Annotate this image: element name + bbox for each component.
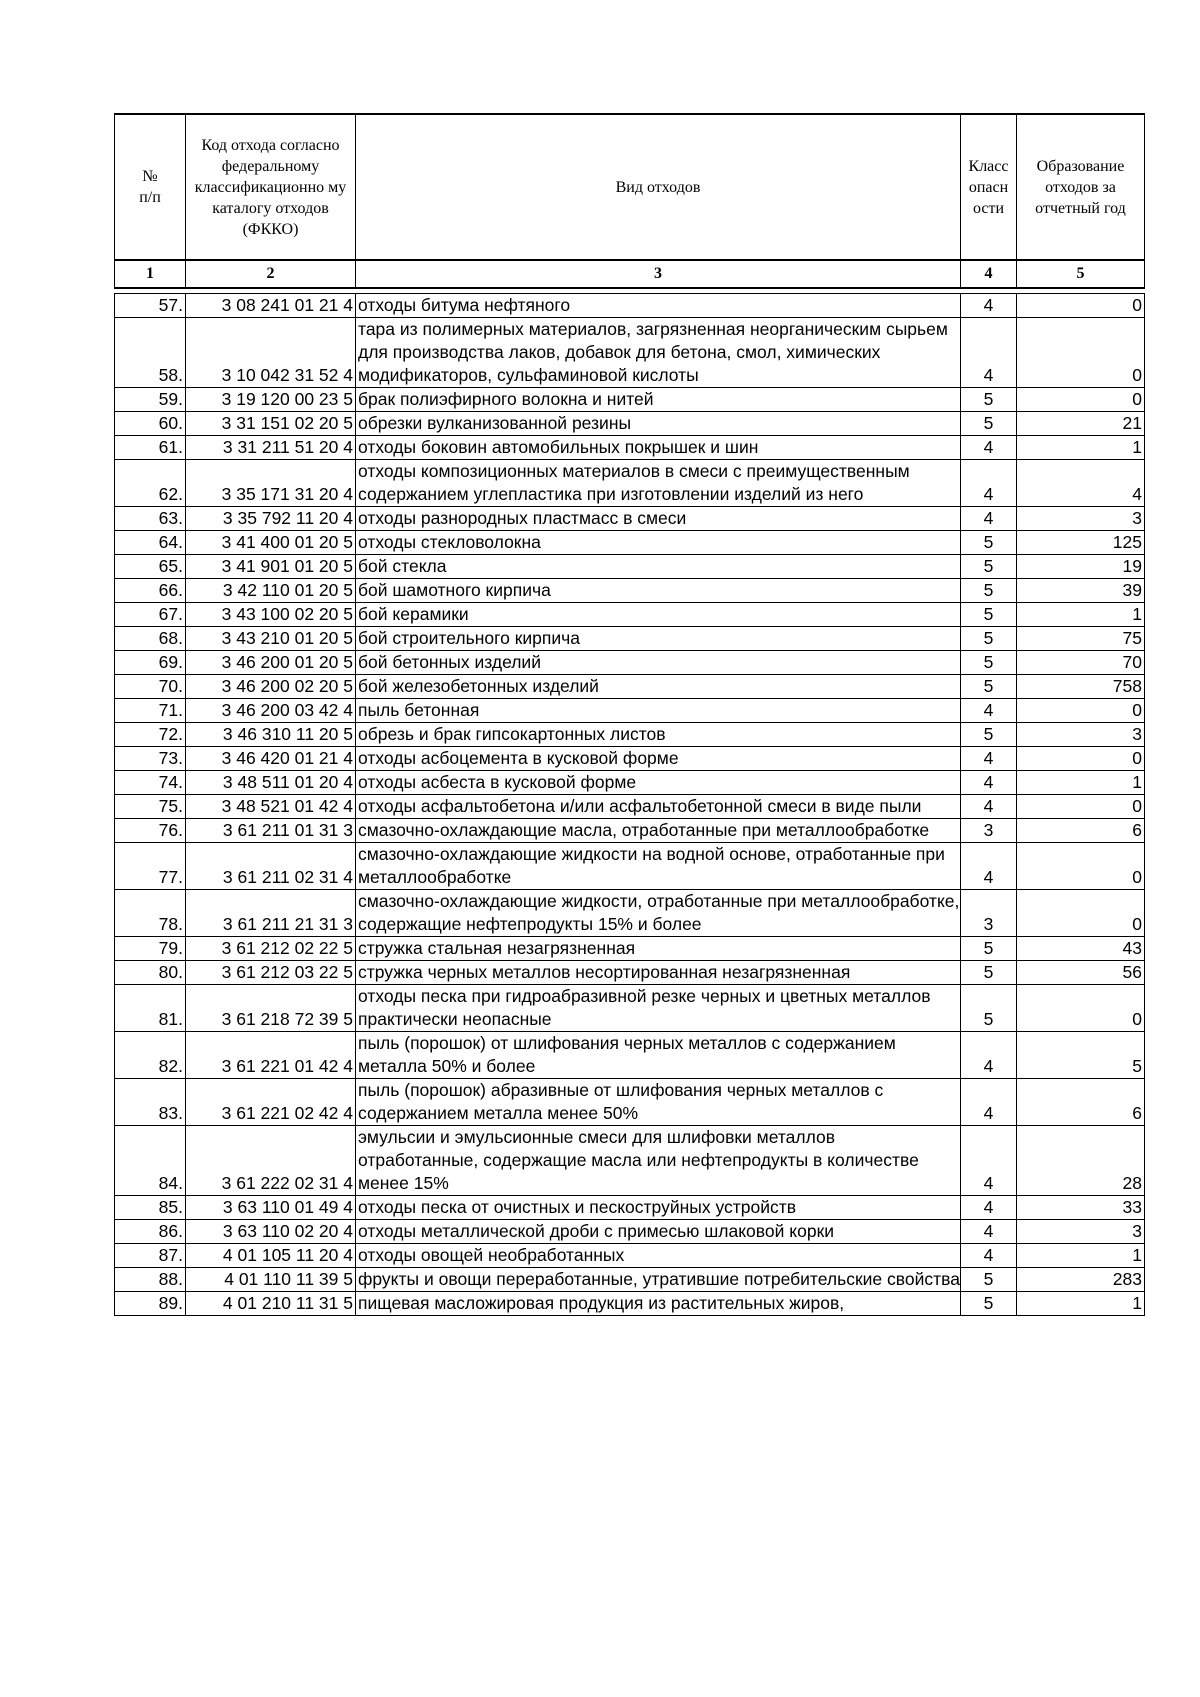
waste-code: 4 01 210 11 31 5	[186, 1292, 356, 1316]
hazard-class: 3	[961, 819, 1017, 843]
waste-kind: бой строительного кирпича	[356, 627, 961, 651]
waste-kind: отходы асбеста в кусковой форме	[356, 771, 961, 795]
row-number: 65.	[115, 555, 186, 579]
table-row	[115, 507, 1145, 531]
waste-kind: отходы битума нефтяного	[356, 294, 961, 318]
generation-amount: 125	[1017, 531, 1145, 555]
waste-kind: отходы песка при гидроабразивной резке черных и цветных металлов практически неопасные	[356, 985, 961, 1032]
generation-amount: 1	[1017, 603, 1145, 627]
hazard-class: 4	[961, 699, 1017, 723]
column-number: 1	[115, 260, 186, 288]
table-row	[115, 1268, 1145, 1292]
table-row	[115, 961, 1145, 985]
header-waste-kind: Вид отходов	[356, 114, 961, 260]
generation-amount: 0	[1017, 795, 1145, 819]
generation-amount: 758	[1017, 675, 1145, 699]
hazard-class: 4	[961, 1220, 1017, 1244]
row-number: 58.	[115, 318, 186, 388]
hazard-class: 5	[961, 961, 1017, 985]
row-number: 66.	[115, 579, 186, 603]
generation-amount: 39	[1017, 579, 1145, 603]
waste-code: 3 61 211 21 31 3	[186, 890, 356, 937]
row-number: 75.	[115, 795, 186, 819]
row-number: 72.	[115, 723, 186, 747]
hazard-class: 4	[961, 460, 1017, 507]
table-row	[115, 294, 1145, 318]
waste-code: 3 46 200 02 20 5	[186, 675, 356, 699]
waste-kind: бой керамики	[356, 603, 961, 627]
row-number: 61.	[115, 436, 186, 460]
waste-code: 3 61 211 01 31 3	[186, 819, 356, 843]
waste-code: 3 46 200 01 20 5	[186, 651, 356, 675]
generation-amount: 0	[1017, 843, 1145, 890]
generation-amount: 5	[1017, 1032, 1145, 1079]
row-number: 60.	[115, 412, 186, 436]
waste-code: 3 46 420 01 21 4	[186, 747, 356, 771]
waste-kind: эмульсии и эмульсионные смеси для шлифовки металлов отработанные, содержащие масла или нефтепродукты в количестве менее 15%	[356, 1126, 961, 1196]
waste-code: 3 46 200 03 42 4	[186, 699, 356, 723]
waste-code: 3 41 901 01 20 5	[186, 555, 356, 579]
row-number: 88.	[115, 1268, 186, 1292]
header-row-number: № п/п	[115, 114, 186, 260]
table-row	[115, 603, 1145, 627]
row-number: 73.	[115, 747, 186, 771]
table-row	[115, 890, 1145, 937]
table-row	[115, 795, 1145, 819]
hazard-class: 4	[961, 1126, 1017, 1196]
hazard-class: 4	[961, 1196, 1017, 1220]
waste-kind: отходы разнородных пластмасс в смеси	[356, 507, 961, 531]
row-number: 64.	[115, 531, 186, 555]
table-row	[115, 1079, 1145, 1126]
hazard-class: 5	[961, 1292, 1017, 1316]
hazard-class: 5	[961, 985, 1017, 1032]
hazard-class: 4	[961, 294, 1017, 318]
waste-code: 3 10 042 31 52 4	[186, 318, 356, 388]
table-row	[115, 388, 1145, 412]
waste-code: 3 43 210 01 20 5	[186, 627, 356, 651]
hazard-class: 4	[961, 1079, 1017, 1126]
table-row	[115, 747, 1145, 771]
waste-kind: обрезь и брак гипсокартонных листов	[356, 723, 961, 747]
waste-kind: отходы композиционных материалов в смеси с преимущественным содержанием углепластика при изготовлении изделий из него	[356, 460, 961, 507]
hazard-class: 5	[961, 388, 1017, 412]
waste-kind: пыль бетонная	[356, 699, 961, 723]
waste-code: 3 61 212 02 22 5	[186, 937, 356, 961]
generation-amount: 3	[1017, 723, 1145, 747]
waste-kind: бой железобетонных изделий	[356, 675, 961, 699]
waste-code: 3 35 171 31 20 4	[186, 460, 356, 507]
generation-amount: 0	[1017, 388, 1145, 412]
generation-amount: 43	[1017, 937, 1145, 961]
generation-amount: 1	[1017, 771, 1145, 795]
generation-amount: 33	[1017, 1196, 1145, 1220]
hazard-class: 5	[961, 555, 1017, 579]
table-row	[115, 1196, 1145, 1220]
header-generation-amount: Образование отходов за отчетный год	[1017, 114, 1145, 260]
waste-kind: смазочно-охлаждающие жидкости, отработанные при металлообработке, содержащие нефтепродукты 15% и более	[356, 890, 961, 937]
table-row	[115, 843, 1145, 890]
hazard-class: 5	[961, 1268, 1017, 1292]
hazard-class: 5	[961, 675, 1017, 699]
header-hazard-class: Класс опасн ости	[961, 114, 1017, 260]
waste-code: 3 61 222 02 31 4	[186, 1126, 356, 1196]
hazard-class: 4	[961, 507, 1017, 531]
waste-code: 3 41 400 01 20 5	[186, 531, 356, 555]
row-number: 62.	[115, 460, 186, 507]
hazard-class: 4	[961, 436, 1017, 460]
waste-kind: отходы боковин автомобильных покрышек и шин	[356, 436, 961, 460]
generation-amount: 0	[1017, 985, 1145, 1032]
waste-code: 3 61 221 01 42 4	[186, 1032, 356, 1079]
waste-code: 4 01 105 11 20 4	[186, 1244, 356, 1268]
waste-kind: брак полиэфирного волокна и нитей	[356, 388, 961, 412]
generation-amount: 0	[1017, 294, 1145, 318]
row-number: 81.	[115, 985, 186, 1032]
hazard-class: 5	[961, 937, 1017, 961]
header-waste-code: Код отхода согласно федеральному классификационно му каталогу отходов (ФККО)	[186, 114, 356, 260]
waste-kind: пыль (порошок) от шлифования черных металлов с содержанием металла 50% и более	[356, 1032, 961, 1079]
row-number: 87.	[115, 1244, 186, 1268]
waste-kind: отходы асбоцемента в кусковой форме	[356, 747, 961, 771]
waste-kind: отходы металлической дроби с примесью шлаковой корки	[356, 1220, 961, 1244]
waste-code: 3 35 792 11 20 4	[186, 507, 356, 531]
hazard-class: 5	[961, 603, 1017, 627]
hazard-class: 4	[961, 747, 1017, 771]
row-number: 63.	[115, 507, 186, 531]
generation-amount: 1	[1017, 436, 1145, 460]
table-row	[115, 1220, 1145, 1244]
generation-amount: 0	[1017, 318, 1145, 388]
row-number: 86.	[115, 1220, 186, 1244]
waste-kind: тара из полимерных материалов, загрязненная неорганическим сырьем для производства лаков, добавок для бетона, смол, химических модификаторов, сульфаминовой кислоты	[356, 318, 961, 388]
waste-code: 3 63 110 01 49 4	[186, 1196, 356, 1220]
generation-amount: 56	[1017, 961, 1145, 985]
hazard-class: 5	[961, 412, 1017, 436]
generation-amount: 70	[1017, 651, 1145, 675]
table-row	[115, 1126, 1145, 1196]
row-number: 71.	[115, 699, 186, 723]
table-row	[115, 723, 1145, 747]
table-row	[115, 460, 1145, 507]
hazard-class: 4	[961, 771, 1017, 795]
generation-amount: 0	[1017, 747, 1145, 771]
waste-kind: фрукты и овощи переработанные, утратившие потребительские свойства	[356, 1268, 961, 1292]
row-number: 85.	[115, 1196, 186, 1220]
row-number: 82.	[115, 1032, 186, 1079]
waste-kind: бой шамотного кирпича	[356, 579, 961, 603]
row-number: 84.	[115, 1126, 186, 1196]
waste-kind: стружка стальная незагрязненная	[356, 937, 961, 961]
waste-code: 3 48 511 01 20 4	[186, 771, 356, 795]
waste-code: 3 61 221 02 42 4	[186, 1079, 356, 1126]
row-number: 77.	[115, 843, 186, 890]
generation-amount: 0	[1017, 890, 1145, 937]
waste-kind: отходы асфальтобетона и/или асфальтобетонной смеси в виде пыли	[356, 795, 961, 819]
hazard-class: 3	[961, 890, 1017, 937]
table-row	[115, 985, 1145, 1032]
waste-code: 3 42 110 01 20 5	[186, 579, 356, 603]
row-number: 76.	[115, 819, 186, 843]
waste-kind: отходы стекловолокна	[356, 531, 961, 555]
table-row	[115, 1244, 1145, 1268]
generation-amount: 283	[1017, 1268, 1145, 1292]
generation-amount: 6	[1017, 819, 1145, 843]
table-row	[115, 1292, 1145, 1316]
row-number: 89.	[115, 1292, 186, 1316]
row-number: 69.	[115, 651, 186, 675]
hazard-class: 5	[961, 531, 1017, 555]
waste-kind: смазочно-охлаждающие жидкости на водной основе, отработанные при металлообработке	[356, 843, 961, 890]
waste-code: 3 31 151 02 20 5	[186, 412, 356, 436]
table-row	[115, 937, 1145, 961]
table-row	[115, 531, 1145, 555]
table-row	[115, 1032, 1145, 1079]
waste-code: 3 08 241 01 21 4	[186, 294, 356, 318]
row-number: 78.	[115, 890, 186, 937]
waste-kind: смазочно-охлаждающие масла, отработанные при металлообработке	[356, 819, 961, 843]
hazard-class: 5	[961, 723, 1017, 747]
waste-code: 3 63 110 02 20 4	[186, 1220, 356, 1244]
waste-code: 3 19 120 00 23 5	[186, 388, 356, 412]
waste-kind: стружка черных металлов несортированная незагрязненная	[356, 961, 961, 985]
row-number: 70.	[115, 675, 186, 699]
table-row	[115, 699, 1145, 723]
table-row	[115, 651, 1145, 675]
row-number: 68.	[115, 627, 186, 651]
waste-table	[114, 113, 1145, 1316]
waste-kind: бой бетонных изделий	[356, 651, 961, 675]
row-number: 57.	[115, 294, 186, 318]
hazard-class: 4	[961, 1032, 1017, 1079]
table-row	[115, 412, 1145, 436]
table-row	[115, 579, 1145, 603]
generation-amount: 1	[1017, 1292, 1145, 1316]
table-row	[115, 436, 1145, 460]
table-row	[115, 555, 1145, 579]
row-number: 80.	[115, 961, 186, 985]
waste-code: 3 46 310 11 20 5	[186, 723, 356, 747]
column-number: 2	[186, 260, 356, 288]
generation-amount: 6	[1017, 1079, 1145, 1126]
generation-amount: 75	[1017, 627, 1145, 651]
waste-code: 3 31 211 51 20 4	[186, 436, 356, 460]
row-number: 67.	[115, 603, 186, 627]
row-number: 59.	[115, 388, 186, 412]
row-number: 74.	[115, 771, 186, 795]
waste-kind: обрезки вулканизованной резины	[356, 412, 961, 436]
generation-amount: 28	[1017, 1126, 1145, 1196]
column-number: 5	[1017, 260, 1145, 288]
row-number: 83.	[115, 1079, 186, 1126]
column-number: 4	[961, 260, 1017, 288]
waste-code: 3 61 218 72 39 5	[186, 985, 356, 1032]
waste-code: 4 01 110 11 39 5	[186, 1268, 356, 1292]
waste-kind: отходы песка от очистных и пескоструйных устройств	[356, 1196, 961, 1220]
waste-kind: отходы овощей необработанных	[356, 1244, 961, 1268]
hazard-class: 4	[961, 1244, 1017, 1268]
waste-code: 3 61 211 02 31 4	[186, 843, 356, 890]
waste-code: 3 48 521 01 42 4	[186, 795, 356, 819]
hazard-class: 5	[961, 651, 1017, 675]
table-row	[115, 675, 1145, 699]
hazard-class: 4	[961, 318, 1017, 388]
waste-kind: бой стекла	[356, 555, 961, 579]
hazard-class: 4	[961, 843, 1017, 890]
generation-amount: 21	[1017, 412, 1145, 436]
waste-kind: пыль (порошок) абразивные от шлифования черных металлов с содержанием металла менее 50%	[356, 1079, 961, 1126]
generation-amount: 1	[1017, 1244, 1145, 1268]
generation-amount: 4	[1017, 460, 1145, 507]
hazard-class: 4	[961, 795, 1017, 819]
table-row	[115, 318, 1145, 388]
table-row	[115, 627, 1145, 651]
table-row	[115, 819, 1145, 843]
generation-amount: 0	[1017, 699, 1145, 723]
generation-amount: 3	[1017, 1220, 1145, 1244]
generation-amount: 19	[1017, 555, 1145, 579]
waste-kind: пищевая масложировая продукция из растительных жиров,	[356, 1292, 961, 1316]
table-row	[115, 771, 1145, 795]
generation-amount: 3	[1017, 507, 1145, 531]
waste-code: 3 43 100 02 20 5	[186, 603, 356, 627]
hazard-class: 5	[961, 579, 1017, 603]
hazard-class: 5	[961, 627, 1017, 651]
waste-code: 3 61 212 03 22 5	[186, 961, 356, 985]
column-number: 3	[356, 260, 961, 288]
row-number: 79.	[115, 937, 186, 961]
